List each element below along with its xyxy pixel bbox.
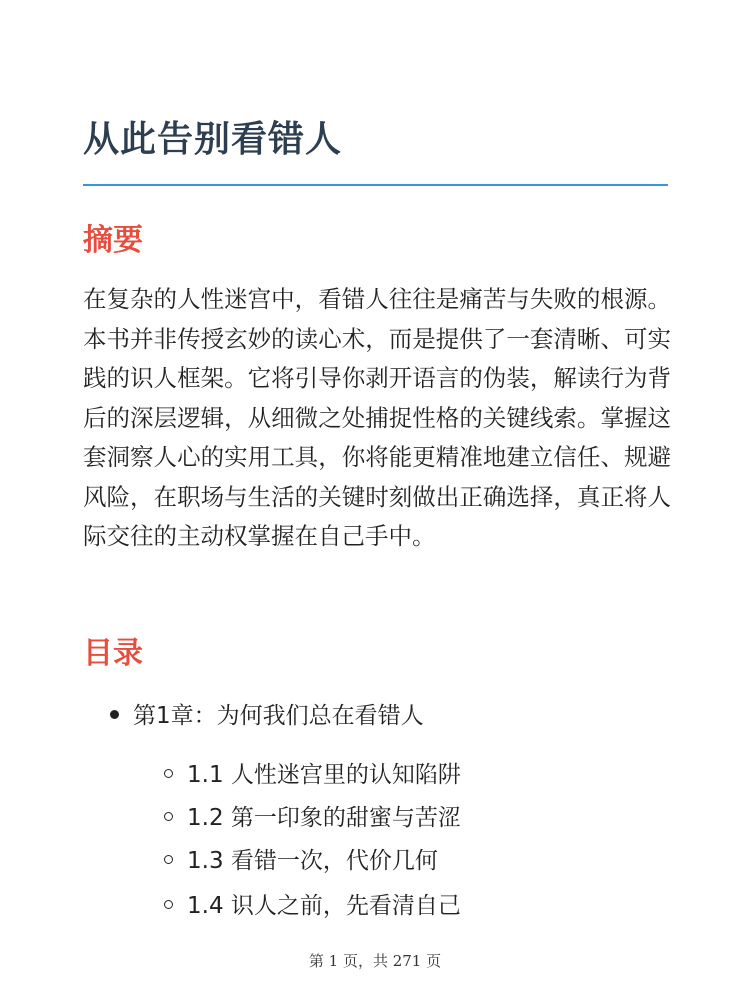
bullet-circle-icon: [164, 900, 173, 909]
abstract-body: 在复杂的人性迷宫中，看错人往往是痛苦与失败的根源。本书并非传授玄妙的读心术，而是提供了一套清晰、可实践的识人框架。它将引导你剥开语言的伪装，解读行为背后的深层逻辑，从细微之处捕捉性格的关键线索。掌握这套洞察人心的实用工具，你将能更精准地建立信任、规避风险，在职场与生活的关键时刻做出正确选择，真正将人际交往的主动权掌握在自己手中。: [83, 285, 671, 550]
page-number-footer: 第 1 页，共 271 页: [308, 952, 442, 970]
toc-section-label: 1.1 人性迷宫里的认知陷阱: [187, 762, 461, 788]
toc-section-item[interactable]: [164, 886, 461, 926]
toc-chapter-label: 第1章：为何我们总在看错人: [133, 703, 424, 729]
bullet-circle-icon: [164, 769, 173, 778]
document-title: 从此告别看错人: [83, 119, 343, 160]
toc-section-item[interactable]: [164, 798, 461, 838]
bullet-disc-icon: [110, 710, 119, 719]
toc-section-item[interactable]: [164, 841, 438, 881]
title-divider: [83, 184, 668, 186]
toc-section-label: 1.3 看错一次，代价几何: [187, 848, 438, 874]
toc-chapter-item[interactable]: [110, 696, 424, 736]
toc-section-item[interactable]: [164, 755, 461, 795]
bullet-circle-icon: [164, 855, 173, 864]
toc-heading: 目录: [83, 636, 143, 671]
toc-section-label: 1.4 识人之前，先看清自己: [187, 893, 461, 919]
abstract-heading: 摘要: [83, 223, 143, 258]
toc-section-label: 1.2 第一印象的甜蜜与苦涩: [187, 805, 461, 831]
bullet-circle-icon: [164, 812, 173, 821]
